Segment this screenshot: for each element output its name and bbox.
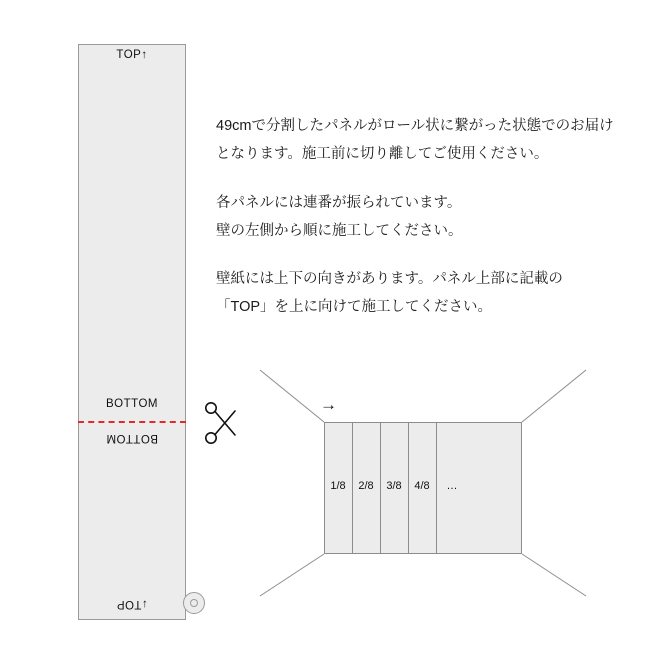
instruction-paragraph-2-line-2: 壁の左側から順に施工してください。	[216, 222, 463, 239]
instruction-paragraph-2-line-1: 各パネルには連番が振られています。	[216, 194, 462, 211]
instruction-paragraph-2	[216, 189, 616, 246]
panel-number-4: 4/8	[414, 480, 430, 492]
panel-number-1: 1/8	[330, 480, 346, 492]
room-wall-diagram	[258, 368, 588, 598]
roll-bottom-label-inverted: BOTTOM	[106, 432, 158, 444]
instruction-text	[216, 112, 616, 322]
instruction-paragraph-1: 49cmで分割したパネルがロール状に繋がった状態でのお届けとなります。施工前に切り離してご使用ください。	[216, 118, 614, 163]
instruction-paragraph-3-line-2: 「TOP」を上に向けて施工してください。	[216, 299, 493, 316]
instruction-paragraph-3-line-1: 壁紙には上下の向きがあります。パネル上部に記載の	[216, 271, 563, 288]
roll-bottom-label: BOTTOM	[106, 398, 158, 410]
roll-end-spiral	[183, 592, 205, 614]
panel-divider-4	[436, 422, 437, 554]
roll-top-label-inverted: ↓TOP	[116, 598, 148, 610]
cut-line	[78, 421, 186, 423]
panel-number-3: 3/8	[386, 480, 402, 492]
panel-number-2: 2/8	[358, 480, 374, 492]
scissors-icon	[200, 399, 244, 447]
instruction-paragraph-3	[216, 265, 616, 322]
panel-number-ellipsis: …	[446, 480, 458, 492]
direction-arrow-icon: →	[320, 395, 337, 414]
wallpaper-roll-strip	[78, 44, 186, 620]
roll-top-label: TOP↑	[116, 49, 148, 61]
